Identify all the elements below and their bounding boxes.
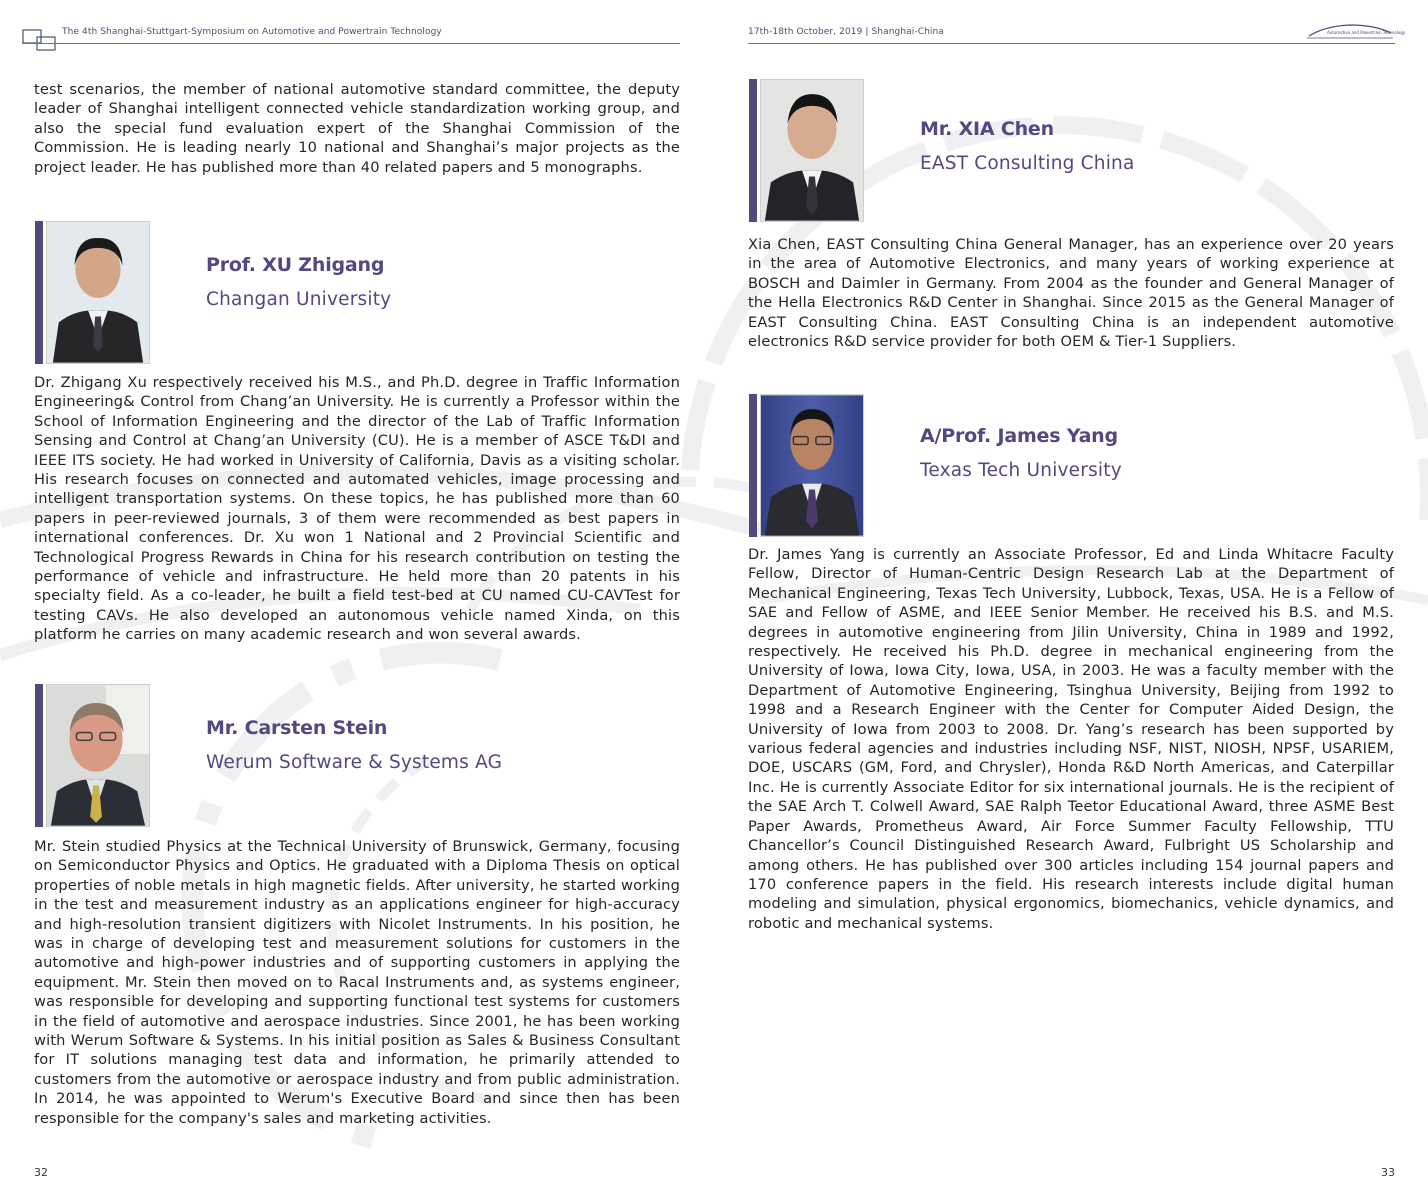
speaker-affiliation-carsten-stein: Werum Software & Systems AG: [206, 752, 503, 773]
header-rule-right: [748, 43, 1395, 44]
portrait-icon: [47, 685, 149, 826]
speaker-accent-bar: [749, 79, 757, 222]
speaker-name-james-yang: A/Prof. James Yang: [920, 425, 1118, 447]
speaker-accent-bar: [749, 394, 757, 537]
page-number-left: 32: [34, 1166, 48, 1179]
page-number-right: 33: [1381, 1166, 1395, 1179]
speaker-name-xu-zhigang: Prof. XU Zhigang: [206, 254, 385, 276]
speaker-accent-bar: [35, 221, 43, 364]
speaker-affiliation-xu-zhigang: Changan University: [206, 289, 392, 310]
header-logo-squares-icon: [22, 28, 58, 52]
logo-caption: Automotive and Powertrain Technology: [1327, 30, 1406, 35]
speaker-photo-james-yang: [760, 394, 864, 537]
speaker-photo-xu-zhigang: [46, 221, 150, 364]
portrait-icon: [761, 395, 863, 536]
speaker-affiliation-xia-chen: EAST Consulting China: [920, 153, 1135, 174]
speaker-photo-xia-chen: [760, 79, 864, 222]
speaker-bio-carsten-stein: Mr. Stein studied Physics at the Technical University of Brunswick, Germany, focusing on Semiconductor Physics and Optics. He graduated with a Diploma Thesis on optical properties of noble metals in high magnetic fields. After university, he started working in the test and measurement industry as an applications engineer for high-accuracy and high-resolution transient digitizers with Nicolet Instruments. In his position, he was in charge of developing test and measurement solutions for customers in the automotive and high-power industries and of supporting customers in applying the equipment. Mr. Stein then moved on to Racal Instruments and, as systems engineer, was responsible for developing and supporting functional test systems for customers in the field of automotive and aerospace industries. Since 2001, he has been working with Werum Software & Systems. In his initial position as Sales & Business Consultant for IT solutions managing test data and information, he primarily attended to customers from the automotive or aerospace industry and from public administration. In 2014, he was appointed to Werum's Executive Board and since then has been responsible for the company's sales and marketing activities.: [34, 838, 680, 1127]
speaker-bio-xu-zhigang: Dr. Zhigang Xu respectively received his M.S., and Ph.D. degree in Traffic Information Engineering& Control from Chang’an University. He is currently a Professor within the School of Information Engineering and the director of the Lab of Traffic Information Sensing and Control at Chang’an University (CU). He is a member of ASCE T&DI and IEEE ITS society. He had worked in University of California, Davis as a visiting scholar. His research focuses on connected and automated vehicles, image processing and intelligent transportation systems. On these topics, he has published more than 60 papers in peer-reviewed journals, 3 of them were recommended as best papers in international conferences. Dr. Xu won 1 National and 2 Provincial Scientific and Technological Progress Rewards in China for his research contribution on testing the performance of vehicle and infrastructure. He held more than 20 patents in his specialty field. As a co-leader, he built a field test-bed at CU named CU-CAVTest for testing CAVs. He also developed an autonomous vehicle named Xinda, on this platform he carries on many academic research and won several awards.: [34, 374, 680, 644]
header-rule-left: [22, 43, 680, 44]
intro-continued-paragraph: test scenarios, the member of national automotive standard committee, the deputy leader of Shanghai intelligent connected vehicle standardization working group, and also the special fund evaluation expert of the Shanghai Commission of the Commission. He is leading nearly 10 national and Shanghai’s major projects as the project leader. He has published more than 40 related papers and 5 monographs.: [34, 81, 680, 176]
portrait-icon: [761, 80, 863, 221]
header-symposium-title: The 4th Shanghai-Stuttgart-Symposium on Automotive and Powertrain Technology: [62, 27, 442, 37]
symposium-car-logo: [1305, 20, 1406, 42]
header-event-date: 17th-18th October, 2019 | Shanghai-China: [748, 27, 944, 37]
speaker-accent-bar: [35, 684, 43, 827]
speaker-bio-xia-chen: Xia Chen, EAST Consulting China General Manager, has an experience over 20 years in the area of Automotive Electronics, and many years of working experience at BOSCH and Daimler in Germany. From 2004 as the founder and General Manager of the Hella Electronics R&D Center in Shanghai. Since 2015 as the General Manager of EAST Consulting China. EAST Consulting China is an independent automotive electronics R&D service provider for both OEM & Tier-1 Suppliers.: [748, 236, 1394, 351]
speaker-name-xia-chen: Mr. XIA Chen: [920, 118, 1054, 140]
speaker-photo-carsten-stein: [46, 684, 150, 827]
speaker-name-carsten-stein: Mr. Carsten Stein: [206, 717, 388, 739]
speaker-bio-james-yang: Dr. James Yang is currently an Associate Professor, Ed and Linda Whitacre Faculty Fellow, Director of Human-Centric Design Research Lab at the Department of Mechanical Engineering, Texas Tech University, Lubbock, Texas, USA. He is a Fellow of SAE and Fellow of ASME, and IEEE Senior Member. He received his B.S. and M.S. degrees in automotive engineering from Jilin University, China in 1989 and 1992, respectively. He received his Ph.D. degree in mechanical engineering from the University of Iowa, Iowa City, Iowa, USA, in 2003. He was a faculty member with the Department of Automotive Engineering, Tsinghua University, Beijing from 1992 to 1998 and a Research Engineer with the Center for Computer Aided Design, the University of Iowa from 2003 to 2008. Dr. Yang’s research has been supported by various federal agencies and industries including NSF, NIST, NIOSH, NPSF, USARIEM, DOE, USCARS (GM, Ford, and Chrysler), Honda R&D North Americas, and Caterpillar Inc. He is currently Associate Editor for six international journals. He is the recipient of the SAE Arch T. Colwell Award, SAE Ralph Teetor Educational Award, three ASME Best Paper Awards, Prometheus Award, Air Force Summer Faculty Fellowship, TTU Chancellor’s Council Distinguished Research Award, Fulbright US Scholarship and among others. He has published over 300 articles including 154 journal papers and 170 conference papers in the field. His research interests include digital human modeling and simulation, physical ergonomics, biomechanics, vehicle dynamics, and robotic and mechanical systems.: [748, 546, 1394, 932]
portrait-icon: [47, 222, 149, 363]
speaker-affiliation-james-yang: Texas Tech University: [920, 460, 1122, 481]
